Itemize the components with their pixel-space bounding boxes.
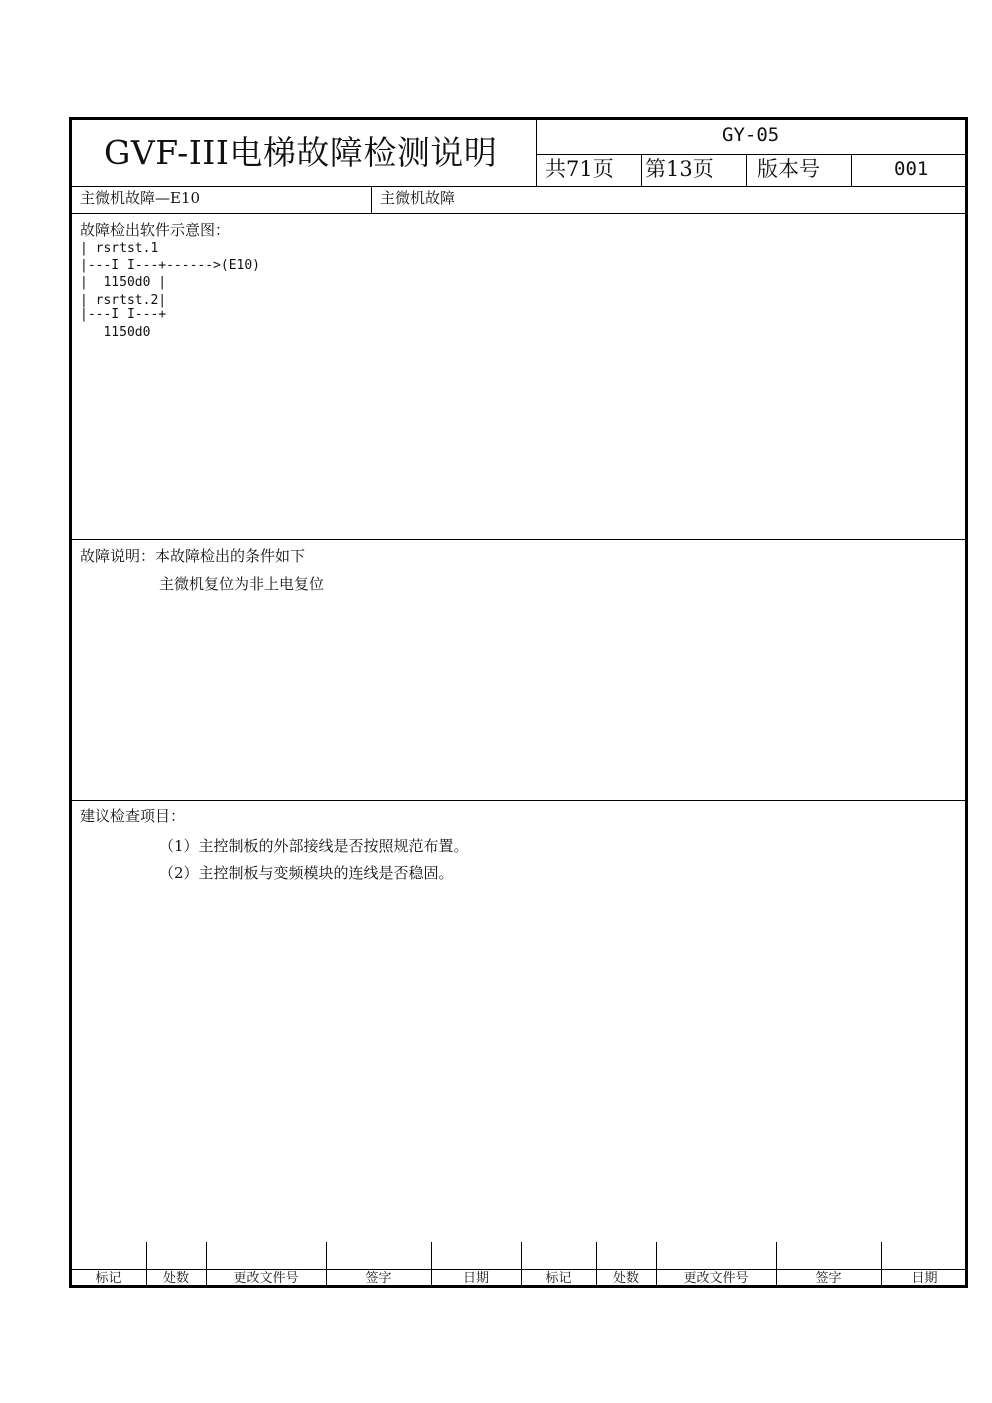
page-title: GVF-III电梯故障检测说明 [104, 133, 498, 172]
checks-heading: 建议检查项目： [80, 807, 186, 825]
footer-label-count: 处数 [162, 1271, 189, 1286]
footer-label-signature: 签字 [815, 1271, 842, 1286]
fault-name-label: 主微机故障 [380, 189, 456, 207]
ladder-line-4: | rsrtst.2| [80, 293, 167, 308]
fault-description-heading: 故障说明：本故障检出的条件如下 [80, 547, 306, 565]
header-divider-vertical [536, 119, 537, 186]
ladder-line-2: |---I I---+------>(E10) [80, 258, 261, 273]
footer-label-change-doc: 更改文件号 [233, 1271, 299, 1286]
check-item-1: （1）主控制板的外部接线是否按照规范布置。 [159, 837, 469, 855]
doc-code: GY-05 [722, 124, 780, 146]
header-cell-divider-1 [641, 154, 642, 186]
footer-label-date: 日期 [462, 1271, 489, 1286]
header-code-divider [536, 154, 968, 155]
current-page: 第13页 [645, 157, 714, 181]
ladder-line-3: | 1150d0 | [80, 275, 167, 290]
footer-label-mark: 标记 [545, 1271, 572, 1286]
diagram-heading: 故障检出软件示意图： [80, 221, 231, 239]
header-cell-divider-3 [851, 154, 852, 186]
subheader-divider [371, 186, 372, 213]
header-bottom-line [71, 186, 968, 187]
document-frame [69, 117, 968, 1288]
footer-label-date: 日期 [911, 1271, 938, 1286]
header-cell-divider-2 [746, 154, 747, 186]
fault-code-label: 主微机故障—E10 [80, 189, 201, 207]
version-label: 版本号 [757, 157, 820, 181]
subheader-bottom-line [71, 213, 968, 214]
footer-label-mark: 标记 [95, 1271, 122, 1286]
total-pages: 共71页 [545, 157, 614, 181]
ladder-line-5: |---I I---+ [80, 307, 167, 322]
fault-condition: 主微机复位为非上电复位 [159, 575, 325, 593]
section-divider-1 [71, 539, 968, 540]
ladder-line-6: 1150d0 [80, 325, 151, 340]
section-divider-2 [71, 800, 968, 801]
check-item-2: （2）主控制板与变频模块的连线是否稳固。 [159, 864, 454, 882]
ladder-line-1: | rsrtst.1 [80, 241, 159, 256]
footer-label-signature: 签字 [365, 1271, 392, 1286]
footer-label-change-doc: 更改文件号 [683, 1271, 749, 1286]
version-value: 001 [894, 158, 929, 180]
footer-label-count: 处数 [612, 1271, 639, 1286]
